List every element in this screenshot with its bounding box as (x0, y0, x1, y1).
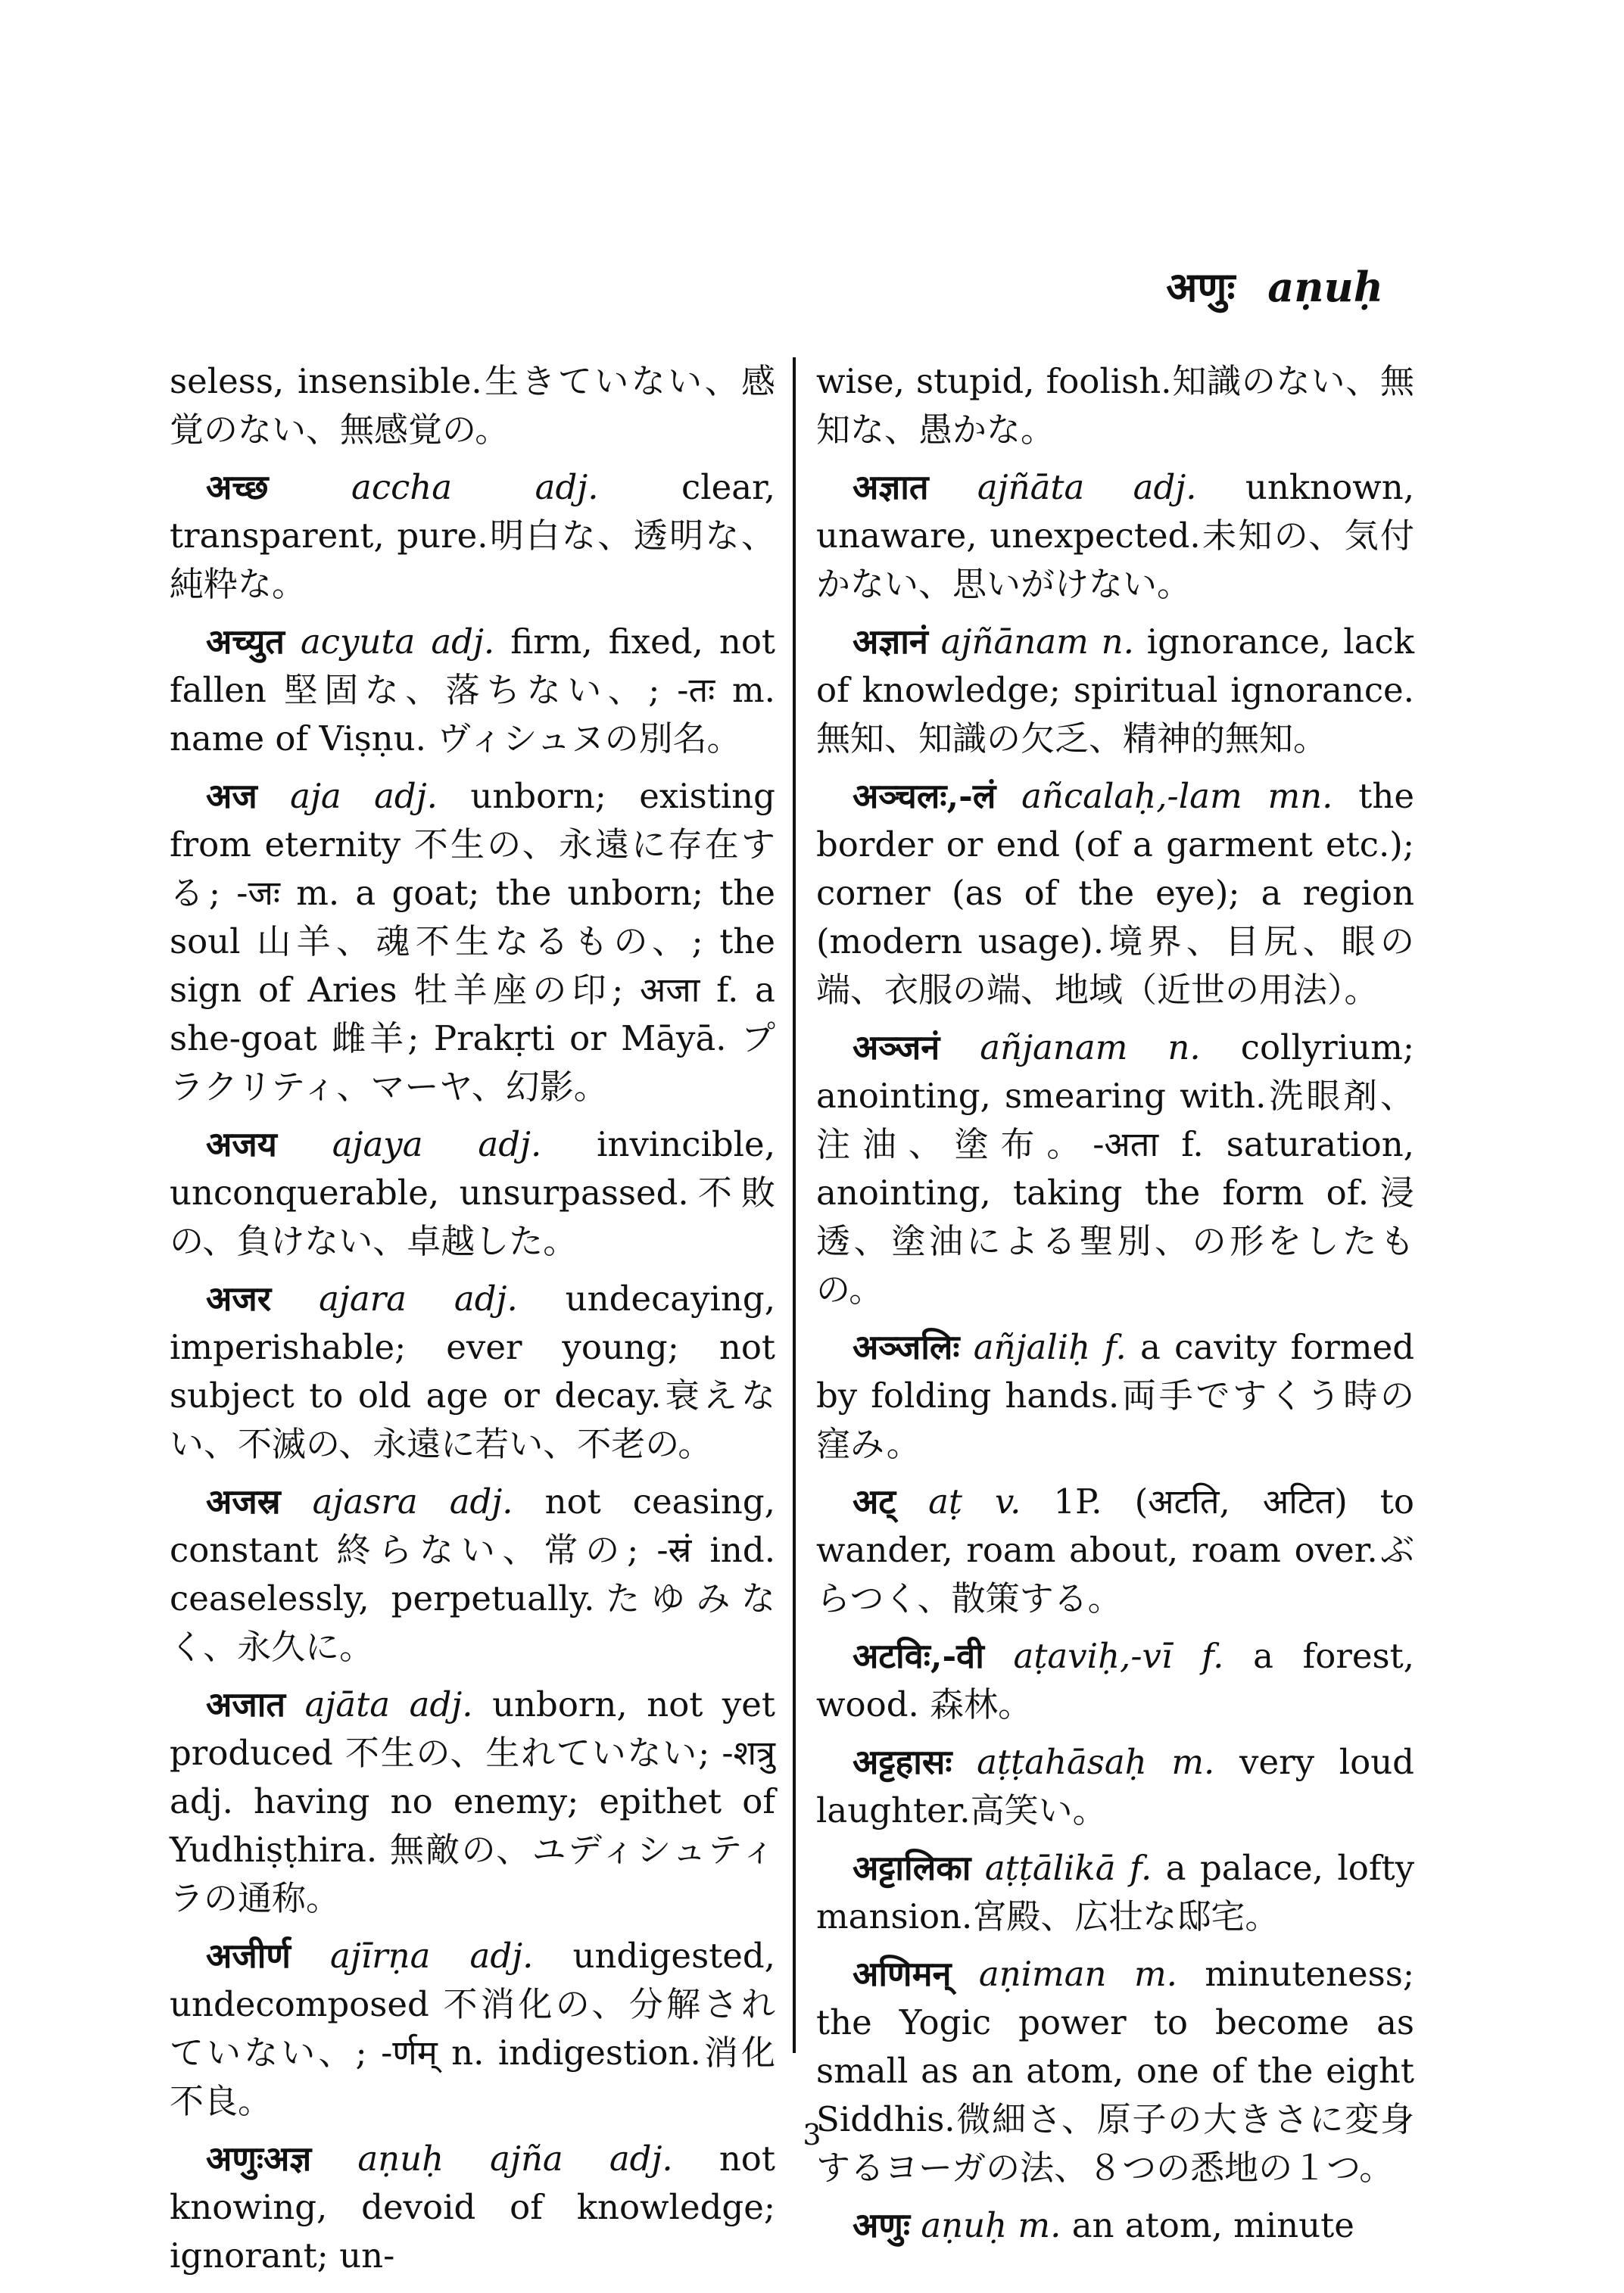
transliteration: añjanam (980, 1027, 1128, 1067)
headword: अज (206, 776, 257, 816)
definition: a cavity formed by folding hands.両手ですくう時の窪み。 (816, 1327, 1415, 1464)
headword: अजात (206, 1684, 286, 1724)
grammar-label: adj. (469, 1936, 534, 1976)
dictionary-entry (816, 1323, 1414, 1469)
dictionary-entry (816, 1478, 1414, 1623)
dictionary-entry (816, 772, 1414, 1014)
transliteration: ajñānam (940, 622, 1089, 662)
header-roman: aṇuḥ (1267, 263, 1383, 311)
definition: ignorance, lack of knowledge; spiritual ignorance.無知、知識の欠乏、精神的無知。 (816, 622, 1414, 759)
definition: invincible, unconquerable, unsurpassed.不敗の、負けない、卓越した。 (170, 1124, 775, 1261)
headword: अज्ञात (853, 467, 929, 507)
grammar-label: m. (1171, 1742, 1215, 1782)
definition: 1P. (अटति, अटित) to wander, roam about, roam over.ぶらつく、散策する。 (816, 1481, 1414, 1618)
grammar-label: f. (1129, 1848, 1152, 1888)
transliteration: ajara (319, 1279, 407, 1319)
definition: collyrium; anointing, smearing with.洗眼剤、注油、塗布。-अता f. saturation, anointing, taking the form of.浸透、塗油による聖別、の形をしたもの。 (816, 1027, 1414, 1310)
definition: undigested, undecomposed 不消化の、分解されていない、; -र्णम् n. indigestion.消化不良。 (170, 1936, 775, 2121)
dictionary-entry (170, 1120, 775, 1266)
headword: अट्टालिका (853, 1848, 971, 1888)
headword: अजीर्ण (206, 1936, 291, 1976)
headword: अञ्जलिः (853, 1327, 960, 1367)
transliteration: ajñāta (977, 467, 1085, 507)
grammar-label: adj. (609, 2139, 673, 2179)
headword: अच्छ (206, 467, 269, 507)
headword: अट्टहासः (853, 1742, 952, 1782)
definition: not ceasing, constant 終らない、常の; -स्रं ind. ceaselessly, perpetually.たゆみなく、永久に。 (170, 1481, 775, 1667)
transliteration: añjaliḥ (973, 1327, 1091, 1367)
transliteration: añcalaḥ,-lam (1021, 776, 1242, 816)
definition: firm, fixed, not fallen 堅固な、落ちない、; -तः m. name of Viṣṇu. ヴィシュヌの別名。 (170, 622, 775, 759)
dictionary-entry (170, 1932, 775, 2126)
dictionary-entry (170, 618, 775, 763)
dictionary-entry (816, 618, 1414, 763)
definition: an atom, minute (1071, 2205, 1354, 2245)
grammar-label: adj. (1133, 467, 1197, 507)
right-column (816, 357, 1415, 2245)
grammar-label: adj. (478, 1124, 542, 1164)
transliteration: acyuta (300, 622, 416, 662)
headword: अजर (206, 1279, 272, 1319)
definition: minuteness; the Yogic power to become as small as an atom, one of the eight Siddhis.微細さ、原子の大きさに変身するヨーガの法、８つの悉地の１つ。 (816, 1954, 1415, 2188)
running-header (1166, 263, 1383, 311)
transliteration: aṇiman (978, 1954, 1107, 1994)
grammar-label: f. (1202, 1636, 1224, 1676)
grammar-label: adj. (454, 1279, 518, 1319)
headword: अणिमन् (853, 1954, 952, 1994)
dictionary-entry (816, 357, 1414, 454)
definition: not knowing, devoid of knowledge; ignorant; un- (170, 2139, 775, 2276)
grammar-label: adj. (449, 1481, 513, 1522)
dictionary-entry (816, 1844, 1414, 1941)
transliteration: ajaya (332, 1124, 423, 1164)
transliteration: aṭṭālikā (984, 1848, 1116, 1888)
transliteration: aja (290, 776, 341, 816)
transliteration: ajāta (304, 1684, 391, 1724)
page-number: 3 (803, 2118, 821, 2151)
definition: a palace, lofty mansion.宮殿、広壮な邸宅。 (816, 1848, 1414, 1936)
grammar-label: adj. (535, 467, 599, 507)
transliteration: ajasra (312, 1481, 418, 1522)
grammar-label: v. (995, 1481, 1021, 1522)
dictionary-entry (170, 463, 775, 609)
grammar-label: mn. (1267, 776, 1333, 816)
transliteration: aṇuḥ (921, 2205, 1008, 2245)
headword: अणुः (853, 2205, 911, 2245)
headword: अजय (206, 1124, 277, 1164)
dictionary-entry (816, 1023, 1414, 1314)
grammar-label: m. (1133, 1954, 1177, 1994)
definition: the border or end (of a garment etc.); corner (as of the eye); a region (modern usage).境界、目尻、眼の端、衣服の端、地域（近世の用法）。 (816, 776, 1414, 1010)
left-column (170, 357, 776, 2276)
definition: unborn, not yet produced 不生の、生れていない; -शत्रु adj. having no enemy; epithet of Yudhiṣṭhira. 無敵の、ユディシュティラの通称。 (170, 1684, 776, 1918)
definition: very loud laughter.高笑い。 (816, 1742, 1414, 1830)
grammar-label: adj. (374, 776, 438, 816)
grammar-label: f. (1104, 1327, 1127, 1367)
transliteration: aṭṭahāsaḥ (977, 1742, 1147, 1782)
definition: unborn; existing from eternity 不生の、永遠に存在する; -जः m. a goat; the unborn; the soul 山羊、魂不生なるもの、; the sign of Aries 牡羊座の印; अजा f. a she-goat 雌羊; Prakṛti or Māyā. プラクリティ、マーヤ、幻影。 (170, 776, 775, 1107)
header-devanagari: अणुः (1166, 263, 1236, 311)
transliteration: aṇuḥ ajña (357, 2139, 563, 2179)
dictionary-entry (816, 1738, 1414, 1835)
dictionary-entry (816, 1950, 1414, 2192)
grammar-label: n. (1101, 622, 1134, 662)
dictionary-entry (170, 1275, 775, 1469)
definition: seless, insensible.生きていない、感覚のない、無感覚の。 (170, 361, 775, 450)
headword: अञ्जनं (853, 1027, 940, 1067)
headword: अटविः,-वी (853, 1636, 984, 1676)
grammar-label: adj. (431, 622, 495, 662)
transliteration: aṭaviḥ,-vī (1013, 1636, 1173, 1676)
transliteration: ajīrṇa (330, 1936, 431, 1976)
dictionary-entry (816, 2201, 1414, 2250)
column-divider (793, 357, 796, 2053)
definition: undecaying, imperishable; ever young; not subject to old age or decay.衰えない、不滅の、永遠に若い、不老の。 (170, 1279, 776, 1464)
dictionary-entry (816, 463, 1414, 609)
headword: अणुःअज्ञ (206, 2139, 312, 2179)
headword: अञ्चलः,-लं (853, 776, 996, 816)
grammar-label: n. (1167, 1027, 1201, 1067)
definition: clear, transparent, pure.明白な、透明な、純粋な。 (170, 467, 775, 604)
dictionary-entry (170, 772, 775, 1111)
definition: a forest, wood. 森林。 (816, 1636, 1414, 1724)
headword: अज्ञानं (853, 622, 928, 662)
transliteration: aṭ (928, 1481, 963, 1522)
dictionary-entry (170, 2135, 775, 2280)
headword: अच्युत (206, 622, 285, 662)
grammar-label: m. (1018, 2205, 1061, 2245)
headword: अजस्र (206, 1481, 281, 1522)
definition: unknown, unaware, unexpected.未知の、気付かない、思いがけない。 (816, 467, 1415, 604)
transliteration: accha (351, 467, 453, 507)
dictionary-entry (170, 1478, 775, 1671)
dictionary-entry (170, 357, 775, 454)
definition: wise, stupid, foolish.知識のない、無知な、愚かな。 (816, 361, 1414, 450)
dictionary-entry (170, 1681, 775, 1923)
dictionary-entry (816, 1632, 1414, 1729)
headword: अट् (853, 1481, 896, 1522)
grammar-label: adj. (409, 1684, 473, 1724)
